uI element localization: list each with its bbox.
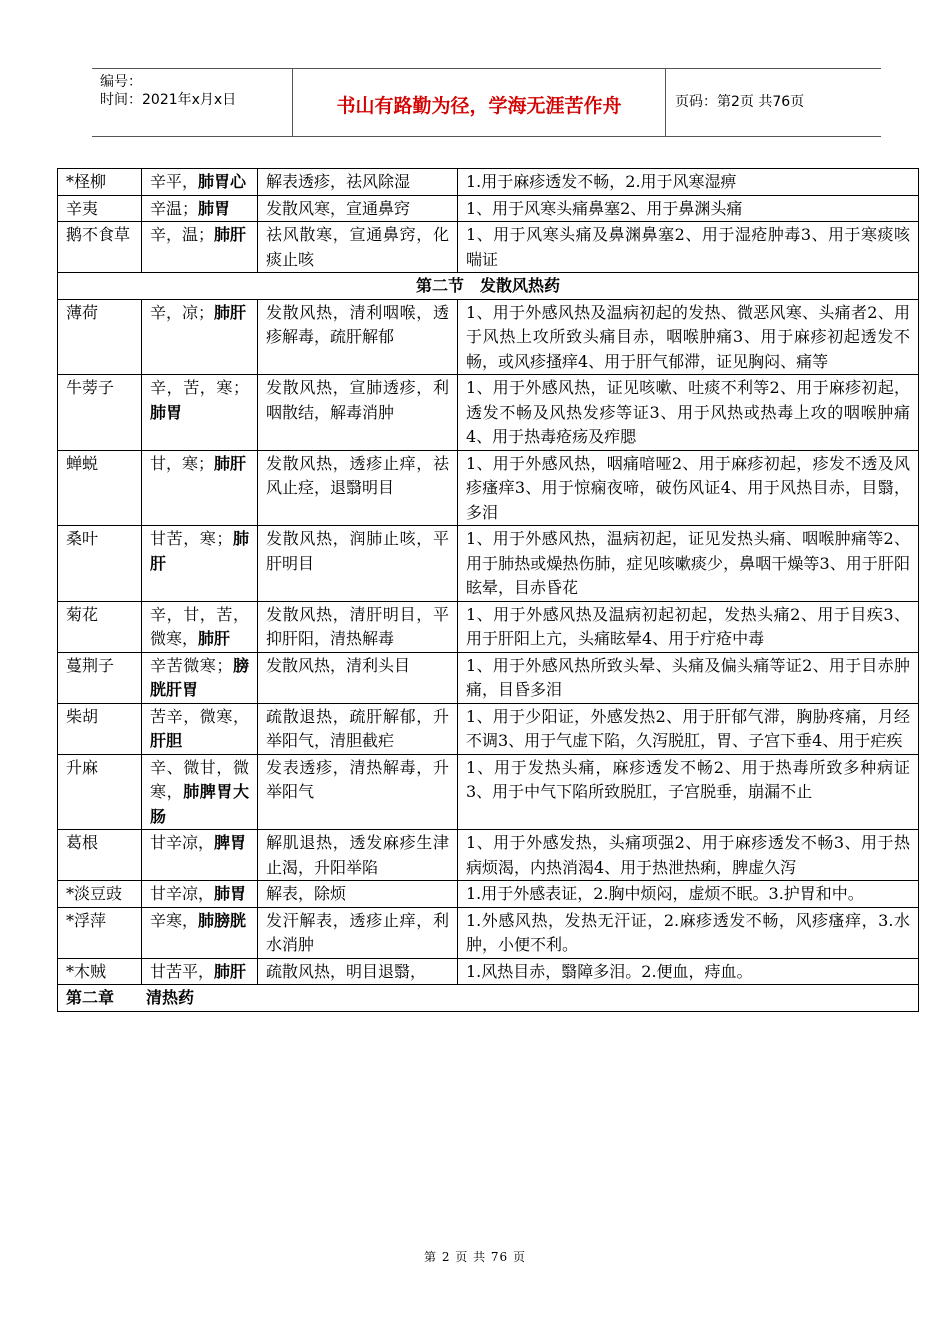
table-row	[58, 450, 919, 526]
herb-property	[142, 754, 258, 830]
herb-effect: 疏散退热，疏肝解郁，升举阳气，清胆截疟	[258, 703, 458, 754]
meridian-text: 肝胆	[150, 731, 183, 750]
herb-usage: 1、用于外感风热所致头晕、头痛及偏头痛等证2、用于目赤肿痛，目昏多泪	[458, 652, 919, 703]
herb-usage: 1.外感风热，发热无汗证，2.麻疹透发不畅，风疹瘙痒，3.水肿，小便不利。	[458, 907, 919, 958]
meridian-text: 肺肝	[198, 629, 231, 648]
herb-table	[57, 168, 919, 1012]
table-row	[58, 169, 919, 196]
meridian-text: 肺肝	[214, 225, 247, 244]
herb-property	[142, 652, 258, 703]
table-top-body	[58, 169, 919, 300]
table-row	[58, 703, 919, 754]
property-text: 辛寒，	[150, 910, 199, 930]
herb-name: 蝉蜕	[58, 450, 142, 526]
slogan: 书山有路勤为径，学海无涯苦作舟	[336, 95, 622, 117]
meridian-text: 肺膀胱	[198, 910, 247, 930]
section-title: 第二节 发散风热药	[58, 273, 919, 300]
herb-property	[142, 830, 258, 881]
herb-usage: 1.用于外感表证，2.胸中烦闷，虚烦不眠。3.护胃和中。	[458, 881, 919, 908]
herb-name: 牛蒡子	[58, 375, 142, 451]
herb-property	[142, 907, 258, 958]
herb-name: *柽柳	[58, 169, 142, 196]
herb-name: 辛夷	[58, 195, 142, 222]
table-row	[58, 195, 919, 222]
table-bottom-body	[58, 299, 919, 985]
herb-name: 葛根	[58, 830, 142, 881]
meridian-text: 肺胃	[198, 198, 231, 218]
herb-effect: 解表，除烦	[258, 881, 458, 908]
property-text: 辛，甘，苦，微寒，	[150, 604, 249, 648]
property-text: 甘苦平，	[150, 961, 215, 981]
herb-effect: 解肌退热，透发麻疹生津止渴，升阳举陷	[258, 830, 458, 881]
table-row	[58, 754, 919, 830]
meridian-text: 肺肝	[150, 529, 249, 573]
table-row	[58, 375, 919, 451]
herb-effect: 发散风热，透疹止痒，祛风止痉，退翳明目	[258, 450, 458, 526]
property-text: 甘，寒；	[150, 453, 215, 473]
property-text: 辛、微甘，微寒，	[150, 757, 249, 801]
herb-usage: 1、用于外感风热及温病初起初起，发热头痛2、用于目疾3、用于肝阳上亢，头痛眩晕4、用于疔疮中毒	[458, 601, 919, 652]
property-text: 辛温；	[150, 198, 199, 218]
meridian-text: 膀胱肝胃	[150, 655, 249, 699]
herb-property	[142, 881, 258, 908]
table-row	[58, 958, 919, 985]
page-footer: 第 2 页 共 76 页	[424, 1250, 526, 1264]
property-text: 甘辛凉，	[150, 884, 215, 903]
herb-property	[142, 450, 258, 526]
chapter-body	[58, 985, 919, 1012]
document-header	[92, 68, 881, 137]
herb-effect: 发散风热，清利头目	[258, 652, 458, 703]
meridian-text: 肺胃	[150, 402, 183, 422]
herb-usage: 1、用于少阳证，外感发热2、用于肝郁气滞，胸胁疼痛，月经不调3、用于气虚下陷，久泻脱肛，胃、子宫下垂4、用于疟疾	[458, 703, 919, 754]
section-row	[58, 273, 919, 300]
herb-name: *浮萍	[58, 907, 142, 958]
herb-effect: 发汗解表，透疹止痒，利水消肿	[258, 907, 458, 958]
herb-name: 鹅不食草	[58, 222, 142, 273]
meridian-text: 肺肝	[214, 302, 247, 322]
herb-property	[142, 195, 258, 222]
table-row	[58, 299, 919, 375]
herb-usage: 1、用于风寒头痛鼻塞2、用于鼻渊头痛	[458, 195, 919, 222]
herb-effect: 发散风寒，宣通鼻窍	[258, 195, 458, 222]
herb-name: 薄荷	[58, 299, 142, 375]
chapter-row	[58, 985, 919, 1012]
chapter-title: 第二章 清热药	[58, 985, 919, 1012]
meridian-text: 脾胃	[214, 833, 247, 852]
herb-effect: 发散风热，清肝明目，平抑肝阳，清热解毒	[258, 601, 458, 652]
page-label: 页码：第2页 共76页	[675, 94, 805, 110]
table-row	[58, 881, 919, 908]
herb-property	[142, 375, 258, 451]
herb-property	[142, 601, 258, 652]
header-left-cell	[92, 69, 292, 136]
herb-property	[142, 958, 258, 985]
herb-effect: 发散风热，润肺止咳，平肝明目	[258, 526, 458, 602]
herb-usage: 1、用于外感风热及温病初起的发热、微恶风寒、头痛者2、用于风热上攻所致头痛目赤，咽喉肿痛3、用于麻疹初起透发不畅，或风疹搔痒4、用于肝气郁滞，证见胸闷、痛等	[458, 299, 919, 375]
herb-property	[142, 299, 258, 375]
number-label: 编号：	[100, 74, 142, 90]
property-text: 辛，温；	[150, 225, 215, 244]
property-text: 辛苦微寒；	[150, 655, 233, 675]
herb-name: 升麻	[58, 754, 142, 830]
herb-effect: 祛风散寒，宣通鼻窍，化痰止咳	[258, 222, 458, 273]
header-center-cell	[292, 69, 666, 136]
herb-property	[142, 222, 258, 273]
herb-effect: 疏散风热，明目退翳，	[258, 958, 458, 985]
meridian-text: 肺脾胃大肠	[150, 782, 249, 826]
herb-name: 柴胡	[58, 703, 142, 754]
meridian-text: 肺胃	[214, 884, 247, 903]
herb-usage: 1、用于外感风热，温病初起，证见发热头痛、咽喉肿痛等2、用于肺热或燥热伤肺，症见咳嗽痰少，鼻咽干燥等3、用于肝阳眩晕，目赤昏花	[458, 526, 919, 602]
herb-property	[142, 169, 258, 196]
herb-usage: 1.用于麻疹透发不畅，2.用于风寒湿痹	[458, 169, 919, 196]
herb-usage: 1、用于外感风热，咽痛喑哑2、用于麻疹初起，疹发不透及风疹瘙痒3、用于惊痫夜啼，破伤风证4、用于风热目赤，目翳，多泪	[458, 450, 919, 526]
herb-name: 桑叶	[58, 526, 142, 602]
table-row	[58, 907, 919, 958]
time-label: 时间：2021年x月x日	[100, 92, 237, 108]
property-text: 甘辛凉，	[150, 833, 215, 852]
property-text: 苦辛，微寒，	[150, 706, 249, 726]
herb-effect: 发表透疹，清热解毒，升举阳气	[258, 754, 458, 830]
property-text: 甘苦，寒；	[150, 529, 233, 548]
header-right-cell	[665, 69, 881, 136]
table-row	[58, 830, 919, 881]
meridian-text: 肺肝	[214, 961, 247, 981]
property-text: 辛平，	[150, 172, 199, 191]
property-text: 辛，苦，寒；	[150, 378, 249, 397]
herb-usage: 1.风热目赤，翳障多泪。2.便血，痔血。	[458, 958, 919, 985]
herb-property	[142, 703, 258, 754]
herb-name: 蔓荆子	[58, 652, 142, 703]
herb-name: *淡豆豉	[58, 881, 142, 908]
table-row	[58, 601, 919, 652]
herb-effect: 发散风热，清利咽喉，透疹解毒，疏肝解郁	[258, 299, 458, 375]
property-text: 辛，凉；	[150, 302, 215, 322]
herb-property	[142, 526, 258, 602]
herb-usage: 1、用于外感发热，头痛项强2、用于麻疹透发不畅3、用于热病烦渴，内热消渴4、用于热泄热痢，脾虚久泻	[458, 830, 919, 881]
herb-effect: 解表透疹，祛风除湿	[258, 169, 458, 196]
herb-effect: 发散风热，宣肺透疹，利咽散结，解毒消肿	[258, 375, 458, 451]
herb-name: *木贼	[58, 958, 142, 985]
herb-usage: 1、用于外感风热，证见咳嗽、吐痰不利等2、用于麻疹初起，透发不畅及风热发疹等证3、用于风热或热毒上攻的咽喉肿痛4、用于热毒疮疡及痄腮	[458, 375, 919, 451]
meridian-text: 肺肝	[214, 453, 247, 473]
meridian-text: 肺胃心	[198, 172, 247, 191]
herb-name: 菊花	[58, 601, 142, 652]
herb-usage: 1、用于风寒头痛及鼻渊鼻塞2、用于湿疮肿毒3、用于寒痰咳喘证	[458, 222, 919, 273]
table-row	[58, 222, 919, 273]
table-row	[58, 526, 919, 602]
table-row	[58, 652, 919, 703]
herb-usage: 1、用于发热头痛，麻疹透发不畅2、用于热毒所致多种病证3、用于中气下陷所致脱肛，子宫脱垂，崩漏不止	[458, 754, 919, 830]
